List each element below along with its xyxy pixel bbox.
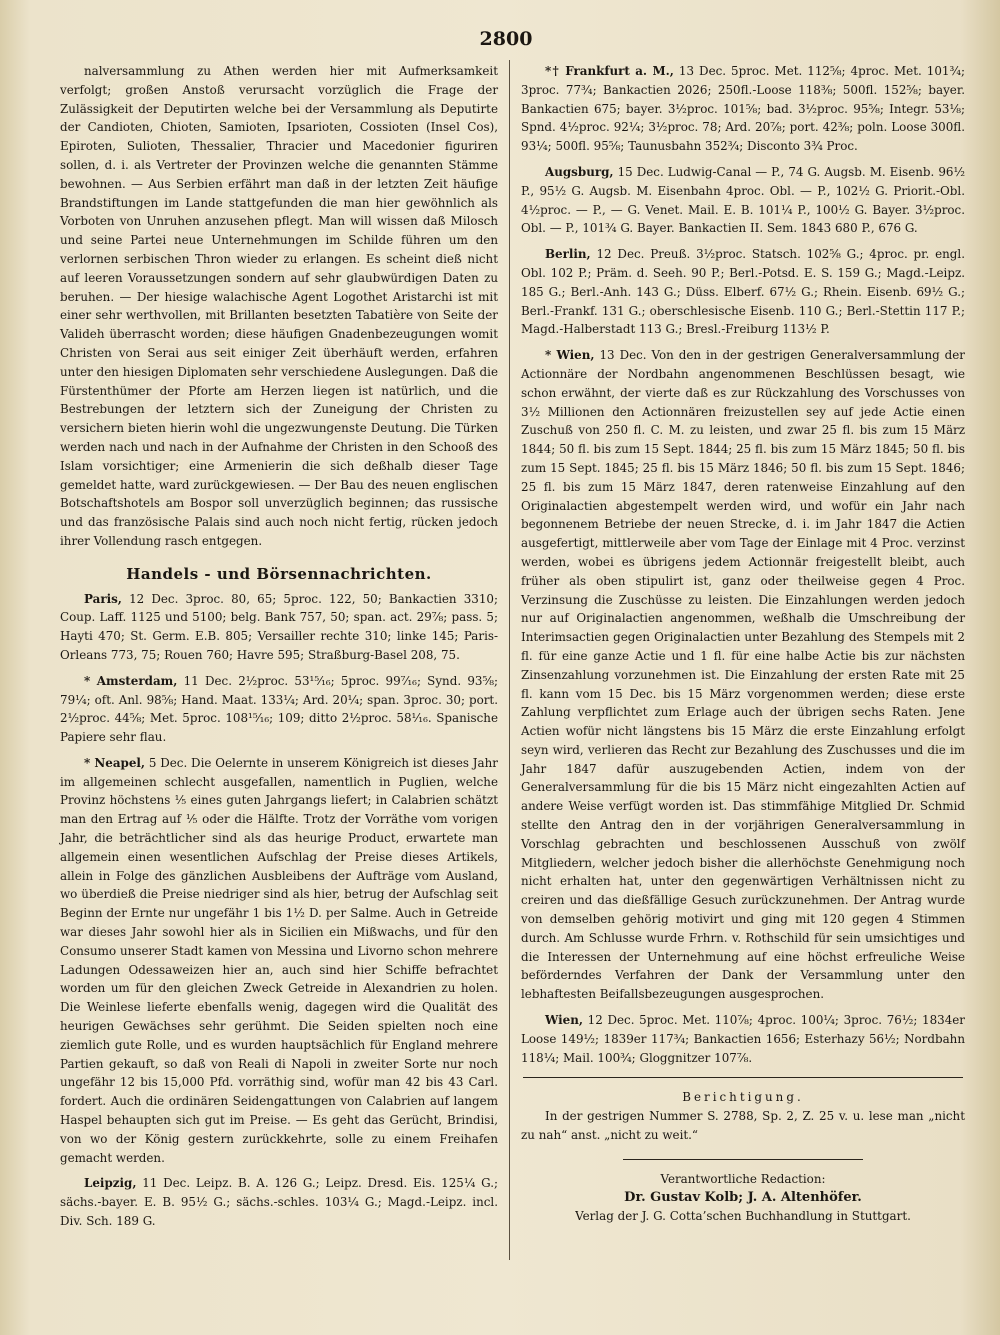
report-berlin [521, 245, 965, 339]
intro-paragraph: nalversammlung zu Athen werden hier mit Aufmerksamkeit verfolgt; großen Anstoß verursacht vorzüglich die Frage der Zulässigkeit der Deputirten welche bei der Versammlung als Deputirte der Candioten, Chioten, Samioten, Ipsarioten, Cossioten (Insel Cos), Epiroten, Sulioten, Thessalier, Thracier und Macedonier figuriren sollen, d. i. als Vertreter der Provinzen welche die genannten Stämme bewohnen. — Aus Serbien erfährt man daß in der letzten Zeit häufige Brandstiftungen im Lande stattgefunden die man hier gewöhnlich als Vorboten von Unruhen anzusehen pflegt. Man will wissen daß Milosch und seine Partei neue Unternehmungen im Schilde führen um den verlornen serbischen Thron wieder zu erlangen. Es scheint dieß nicht auf leeren Voraussetzungen sondern auf sehr glaubwürdigen Daten zu beruhen. — Der hiesige walachische Agent Logothet Aristarchi ist mit einer sehr werthvollen, mit Brillanten besetzten Tabatière von Seite der Valideh überrascht worden; diese häufigen Gnadenbezeugungen womit Christen von Serai aus seit einiger Zeit überhäuft werden, erfahren unter den hiesigen Diplomaten sehr verschiedene Auslegungen. Daß die Fürstenthümer der Pforte am Herzen liegen ist natürlich, und die Bestrebungen der letztern sich der Zuneigung der Christen zu versichern bieten hierin wohl die ungezwungenste Deutung. Die Türken werden nach und nach in der Aufnahme der Christen in den Schooß des Islam vorsichtiger; eine Armenierin die sich deßhalb dieser Tage gemeldet hatte, ward zurückgewiesen. — Der Bau des neuen englischen Botschaftshotels am Bospor soll unverzüglich beginnen; das russische und das französische Palais sind auch noch nicht fertig, rücken jedoch ihrer Vollendung rasch entgegen. [60, 64, 498, 548]
report-place: Leipzig, [84, 1176, 137, 1191]
editor-names: Dr. Gustav Kolb; J. A. Altenhöfer. [624, 1189, 862, 1205]
report-text: 13 Dec. Von den in der gestrigen Generalversammlung der Actionnäre der Nordbahn angenommenen Beschlüssen besagt, wie schon erwähnt, der vierte daß es zur Rückzahlung des Vorschusses von 3½ Millionen den Actionnären freizustellen sey auf jede Actie einen Zuschuß von 250 fl. C. M. zu leisten, und zwar 25 fl. bis zum 15 März 1844; 50 fl. bis zum 15 Sept. 1844; 25 fl. bis zum 15 März 1845; 50 fl. bis zum 15 Sept. 1845; 25 fl. bis 15 März 1846; 50 fl. bis zum 15 Sept. 1846; 25 fl. bis zum 15 März 1847, deren ratenweise Einzahlung auf den Originalactien abgestempelt werden wird, und wofür ein Jahr nach begonnenem Betriebe der neuen Strecke, d. i. im Jahr 1847 die Actien ausgefertigt, mittlerweile aber vom Tage der Einlage mit 4 Proc. verzinst werden, wobei es übrigens jedem Actionnär freigestellt bleibt, auch früher als oben stipulirt ist, ganz oder theilweise gegen 4 Proc. Verzinsung die Zuschüsse zu leisten. Die Einzahlungen werden jedoch nur auf Originalactien angenommen, weßhalb die Umschreibung der Interimsactien gegen Originalactien unter Bezahlung des Stempels mit 2 fl. für eine ganze Actie und 1 fl. für eine halbe Actie bis zur nächsten Zinsenzahlung vorzunehmen ist. Die Einzahlung der ersten Rate mit 25 fl. kann vom 15 Dec. bis 15 März vorgenommen werden; diese erste Zahlung verpflichtet zum Erlage auch der übrigen sechs Raten. Jene Actien wofür nicht längstens bis 15 März die erste Einzahlung erfolgt seyn wird, verlieren das Recht zur Bezahlung des Zuschusses und die im Jahr 1847 dafür auszugebenden Actien, indem von der Generalversammlung für die bis 15 März nicht eingezahlten Actien auf andere Weise verfügt worden ist. Das stimmfähige Mitglied Dr. Schmid stellte den Antrag den in der vorjährigen Generalversammlung in Vorschlag gebrachten und beschlossenen Ausschuß von zwölf Mitgliedern, welcher jedoch bisher die allerhöchste Genehmigung noch nicht erhalten hat, unter den gegenwärtigen Verhältnissen nicht zu creiren und das dießfällige Gesuch zurückzunehmen. Der Antrag wurde von demselben gehörig motivirt und ging mit 120 gegen 4 Stimmen durch. Am Schlusse wurde Frhrn. v. Rothschild für sein umsichtiges und die Interessen der Unternehmung auf eine höchst erfreuliche Weise beförderndes Verfahren der Dank der Versammlung unter den lebhaftesten Beifallsbezeugungen ausgesprochen. [521, 348, 965, 1002]
section-heading: Handels - und Börsennachrichten. [126, 564, 432, 583]
page-number: 2800 [479, 28, 533, 50]
report-text: 12 Dec. 3proc. 80, 65; 5proc. 122, 50; Bankactien 3310; Coup. Laff. 1125 und 5100; belg. Bank 757, 50; span. act. 29⅞; pass. 5; Hayti 470; St. Germ. E.B. 805; Versailler rechte 310; linke 145; Paris-Orleans 773, 75; Rouen 760; Havre 595; Straßburg-Basel 208, 75. [60, 591, 498, 662]
report-text: 13 Dec. 5proc. Met. 112⅝; 4proc. Met. 101¾; 3proc. 77¾; Bankactien 2026; 250fl.-Loose 118⅜; 500fl. 152⅝; bayer. Bankactien 675; bayer. 3½proc. 101⅝; bad. 3½proc. 95⅝; Integr. 53⅛; Spnd. 4½proc. 92¼; 3½proc. 78; Ard. 20⅞; port. 42⅜; poln. Loose 300fl. 93¼; 500fl. 95⅝; Taunusbahn 352¾; Disconto 3¾ Proc. [521, 64, 965, 154]
report-text: 5 Dec. Die Oelernte in unserem Königreich ist dieses Jahr im allgemeinen schlecht ausgefallen, namentlich in Puglien, welche Provinz höchstens ⅕ eines guten Jahrgangs liefert; in Calabrien schätzt man den Ertrag auf ⅕ oder die Hälfte. Trotz der Vorräthe vom vorigen Jahr, die beträchtlicher sind als das heurige Product, erwartete man allgemein einen wesentlichen Aufschlag der Preise dieses Artikels, allein in Folge des gänzlichen Ausbleibens der Aufträge vom Ausland, wo überdieß die Preise niedriger sind als hier, betrug der Aufschlag seit Beginn der Ernte nur ungefähr 1 bis 1½ D. per Salme. Auch in Getreide war dieses Jahr sowohl hier als in Sicilien ein Mißwachs, und für den Consumo unserer Stadt kamen von Messina und Livorno schon mehrere Ladungen Odessaweizen hier an, auch sind hier Schiffe befrachtet worden um für den gleichen Zweck Getreide in Alexandrien zu holen. Die Weinlese lieferte ebenfalls wenig, dagegen wird die Qualität des heurigen Gewächses sehr gerühmt. Die Seiden spielten noch eine ziemlich gute Rolle, und es wurden hauptsächlich für England mehrere Partien gekauft, so daß von Reali di Napoli in zweiter Sorte nur noch ungefähr 12 bis 15,000 Pfd. vorräthig sind, wofür man 42 bis 43 Carl. fordert. Auch die ordinären Seidengattungen von Calabrien auf langem Haspel behaupten sich gut im Preise. — Es geht das Gerücht, Brindisi, von wo der König gestern zurückkehrte, solle zu einem Freihafen gemacht werden. [60, 755, 498, 1165]
correction-title: Berichtigung. [682, 1090, 804, 1105]
report-text: 15 Dec. Ludwig-Canal — P., 74 G. Augsb. M. Eisenb. 96½ P., 95½ G. Augsb. M. Eisenbahn 4proc. Obl. — P., 102½ G. Priorit.-Obl. 4½proc. — P., — G. Venet. Mail. E. B. 101¼ P., 100½ G. Bayer. 3½proc. Obl. — P., 101¾ G. Bayer. Bankactien II. Sem. 1843 680 P., 676 G. [521, 164, 965, 236]
report-paris [60, 590, 498, 665]
report-amsterdam [60, 672, 498, 747]
correction-text: In der gestrigen Nummer S. 2788, Sp. 2, Z. 25 v. u. lese man „nicht zu nah“ anst. „nicht zu weit.“ [521, 1109, 965, 1143]
report-augsburg [521, 163, 965, 238]
report-place: * Wien, [545, 348, 595, 363]
divider [523, 1077, 963, 1078]
report-neapel [60, 754, 498, 1168]
report-leipzig [60, 1174, 498, 1230]
report-place: * Amsterdam, [84, 673, 178, 688]
report-text: 12 Dec. Preuß. 3½proc. Statsch. 102⅝ G.; 4proc. pr. engl. Obl. 102 P.; Präm. d. Seeh. 90 P.; Berl.-Potsd. E. S. 159 G.; Magd.-Leipz. 185 G.; Berl.-Anh. 143 G.; Düss. Elberf. 67½ G.; Rhein. Eisenb. 69½ G.; Berl.-Frankf. 131 G.; oberschlesische Eisenb. 110 G.; Berl.-Stettin 117 P.; Magd.-Halberstadt 113 G.; Bresl.-Freiburg 113½ P. [521, 247, 965, 337]
report-place: Augsburg, [545, 164, 614, 179]
right-column [521, 62, 965, 1226]
report-wien-nordbahn [521, 346, 965, 1004]
report-text: 11 Dec. Leipz. B. A. 126 G.; Leipz. Dresd. Eis. 125¼ G.; sächs.-bayer. E. B. 95½ G.; sächs.-schles. 103¼ G.; Magd.-Leipz. incl. Div. Sch. 189 G. [60, 1176, 498, 1229]
report-place: *† Frankfurt a. M., [545, 64, 674, 78]
column-rule [509, 60, 510, 1260]
left-column [60, 62, 498, 1231]
report-wien-kurse [521, 1011, 965, 1067]
report-text: 11 Dec. 2½proc. 53¹⁵⁄₁₆; 5proc. 99⁷⁄₁₆; Synd. 93⅝; 79¼; oft. Anl. 98⅝; Hand. Maat. 133¼; Ard. 20¼; span. 3proc. 30; port. 2½proc. 44⅝; Met. 5proc. 108¹⁵⁄₁₆; 109; ditto 2½proc. 58⅟₁₆. Spanische Papiere sehr flau. [60, 673, 498, 745]
report-text: 12 Dec. 5proc. Met. 110⅞; 4proc. 100¼; 3proc. 76½; 1834er Loose 149½; 1839er 117¾; Bankactien 1656; Esterhazy 56½; Nordbahn 118¼; Mail. 100¾; Gloggnitzer 107⅞. [521, 1013, 965, 1065]
report-frankfurt [521, 62, 965, 156]
report-place: Berlin, [545, 247, 591, 262]
editorial-label: Verantwortliche Redaction: [660, 1171, 826, 1186]
publisher-line: Verlag der J. G. Cotta’schen Buchhandlung in Stuttgart. [575, 1209, 911, 1224]
divider [623, 1159, 863, 1160]
report-place: * Neapel, [84, 755, 146, 770]
report-place: Wien, [545, 1013, 584, 1028]
report-place: Paris, [84, 591, 122, 606]
